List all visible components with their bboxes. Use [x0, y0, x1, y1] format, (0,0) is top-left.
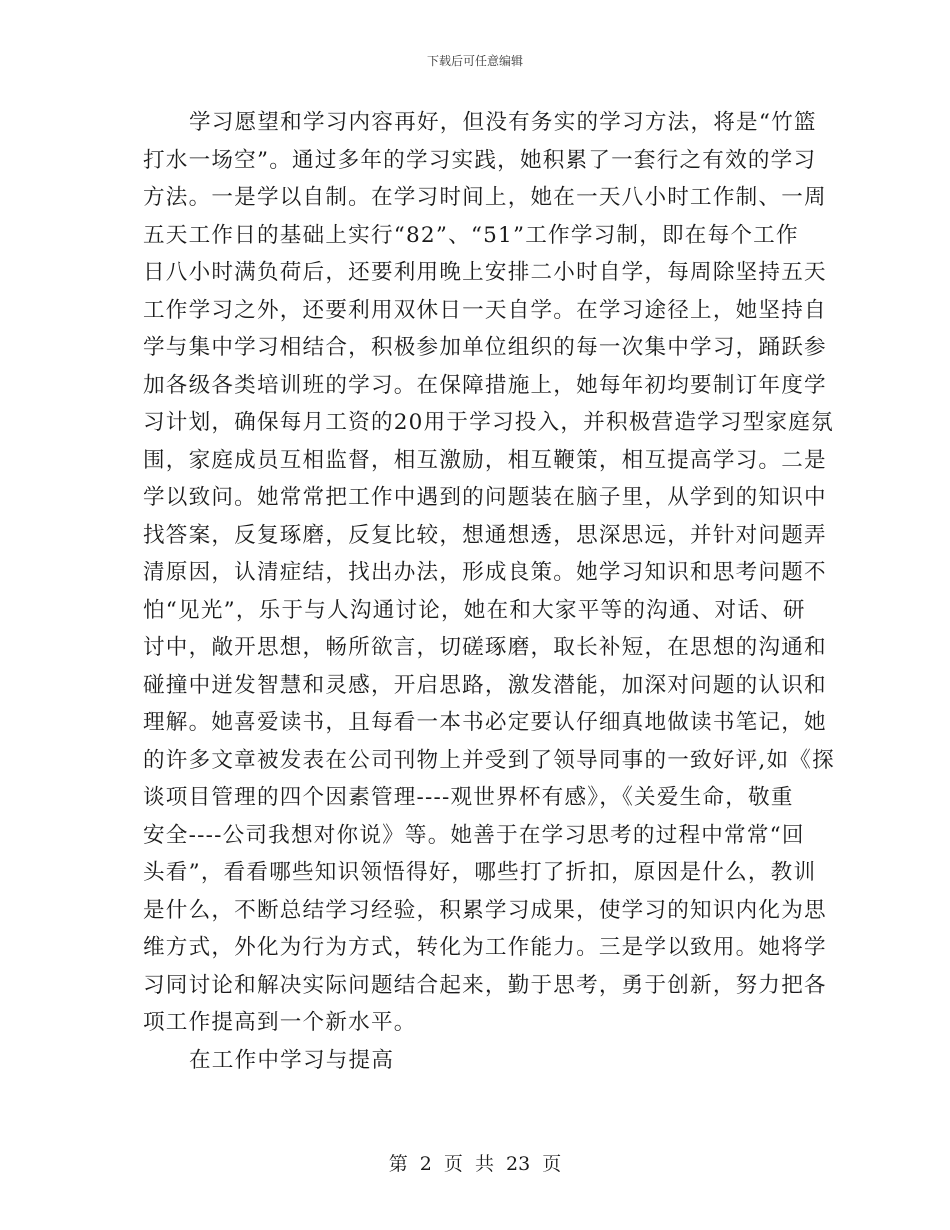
paragraph-line: 头看”，看看哪些知识领悟得好，哪些打了折扣，原因是什么，教训 [143, 860, 817, 885]
paragraph-line: 是什么，不断总结学习经验，积累学习成果，使学习的知识内化为思 [143, 897, 827, 923]
paragraph-line: 找答案，反复琢磨，反复比较，想通想透，思深思远，并针对问题弄 [143, 522, 827, 548]
paragraph-line: 五天工作日的基础上实行“82”、“51”工作学习制，即在每个工作 [143, 222, 799, 248]
page-header: 下载后可任意编辑 [426, 54, 523, 68]
paragraph-line: 学与集中学习相结合，积极参加单位组织的每一次集中学习，踊跃参 [143, 335, 827, 360]
paragraph-line: 理解。她喜爱读书，且每看一本书必定要认仔细真地做读书笔记，她 [143, 710, 827, 735]
paragraph-line: 学以致问。她常常把工作中遇到的问题装在脑子里，从学到的知识中 [143, 485, 827, 510]
paragraph-line: 工作学习之外，还要利用双休日一天自学。在学习途径上，她坚持自 [143, 297, 827, 323]
paragraph-line: 安全----公司我想对你说》等。她善于在学习思考的过程中常常“回 [143, 822, 805, 848]
paragraph-line: 围，家庭成员互相监督，相互激励，相互鞭策，相互提高学习。二是 [143, 447, 827, 473]
paragraph-line: 打水一场空”。通过多年的学习实践，她积累了一套行之有效的学习 [143, 147, 817, 173]
paragraph-line: 方法。一是学以自制。在学习时间上，她在一天八小时工作制、一周 [143, 185, 827, 210]
paragraph-line: 清原因，认清症结，找出办法，形成良策。她学习知识和思考问题不 [143, 560, 827, 585]
paragraph-line: 加各级各类培训班的学习。在保障措施上，她每年初均要制订年度学 [143, 372, 827, 398]
paragraph-line: 习同讨论和解决实际问题结合起来，勤于思考，勇于创新，努力把各 [143, 972, 827, 998]
body-text [143, 104, 835, 1079]
paragraph-line: 谈项目管理的四个因素管理----观世界杯有感》，《关爱生命，敬重 [143, 785, 794, 810]
paragraph-line: 讨中，敞开思想，畅所欲言，切磋琢磨，取长补短，在思想的沟通和 [143, 635, 827, 660]
section-heading: 在工作中学习与提高 [189, 1047, 395, 1073]
paragraph-line: 维方式，外化为行为方式，转化为工作能力。三是学以致用。她将学 [143, 935, 827, 960]
paragraph-line: 怕“见光”，乐于与人沟通讨论，她在和大家平等的沟通、对话、研 [143, 597, 806, 623]
paragraph-line: 的许多文章被发表在公司刊物上并受到了领导同事的一致好评,如《探 [143, 747, 835, 773]
paragraph-line: 日八小时满负荷后，还要利用晚上安排二小时自学，每周除坚持五天 [143, 260, 827, 285]
page-number: 第 2 页 共 23 页 [388, 1153, 562, 1175]
paragraph-line: 碰撞中迸发智慧和灵感，开启思路，激发潜能，加深对问题的认识和 [143, 672, 827, 698]
paragraph-line: 习计划，确保每月工资的20用于学习投入，并积极营造学习型家庭氛 [143, 410, 834, 435]
paragraph-line: 项工作提高到一个新水平。 [143, 1010, 417, 1035]
paragraph-line: 学习愿望和学习内容再好，但没有务实的学习方法，将是“竹篮 [189, 110, 817, 135]
